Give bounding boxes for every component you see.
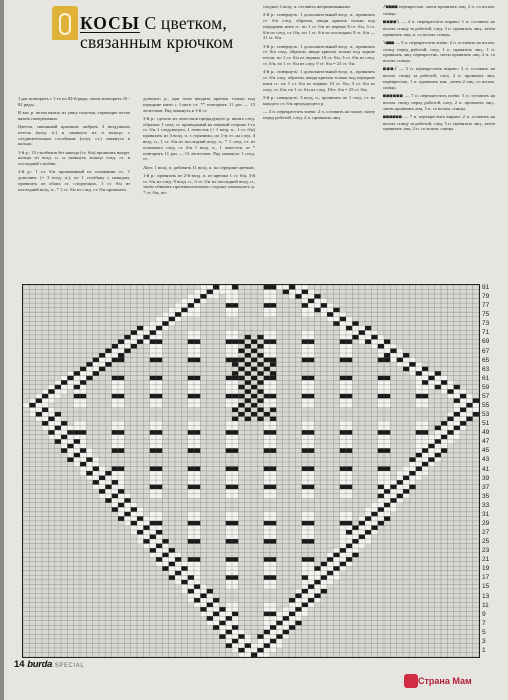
row-number: 59 [482,383,490,391]
cable-symbol-icon: ■■■■■■ [383,114,403,120]
paragraph: Цветок, связанный крючком: набрать 3 воздушных петель (возд. п.) и замкнуть их в кольцо, с соединительным столбиком (соед. ст.) замкнуть в кольцо. [18,123,130,147]
page-footer [14,659,84,670]
row-number: 67 [482,347,490,355]
row-number: 81 [482,284,490,291]
page-title [80,14,260,52]
cable-symbol-icon: \■■■ [383,40,395,46]
page-binding [0,0,4,700]
paragraph: следнее 2 возд. п. оставить непровязанными. [263,4,351,9]
knitting-chart [22,284,480,658]
row-number: 73 [482,320,490,328]
paragraph: В кат. р. петли вязать из ушку полотна, сереющие петли вязать попеременно. [18,109,130,121]
page-number: 14 [14,659,25,670]
row-number: 77 [482,302,490,310]
brand-special: SPECIAL [54,663,85,669]
chart-row-numbers [480,284,502,656]
row-number: 39 [482,474,490,482]
heart-icon [404,674,418,688]
row-number: 27 [482,529,490,536]
paragraph: 2-й р.: 1 ст. б/н провязанный из основания ст., 1 дополнит. (+ 3 возд. п.), по 1 столбику с накидом, провязать из обоих ст. следующих, 1 ст. б/н из последний возд. п., * 1 ст. б/н из след. ст. б/н провязать. [18,169,130,192]
row-number: 19 [482,565,490,573]
title-rest: С цветком, [144,13,227,33]
row-number: 69 [482,338,490,346]
title-line-2: связанным крючком [80,32,234,52]
row-number: 31 [482,510,490,518]
paragraph: 2-й р.: повернуть: 1 дополнительный возд. п., провязать ст. б/н след. образом, вводя крючок только под переднюю нить п.: по 1 ст. б/н из первых 8 ст. б/н, 3 ст. б/н из след. ст. б/н, по 1 ст. б/н из последних 8 ст. б/н — 21 ст. б/н. [263,12,375,41]
row-number: 13 [482,592,490,600]
title-word: КОСЫ [80,13,140,33]
row-number: 61 [482,374,490,382]
row-number: 65 [482,356,490,364]
row-number: 7 [482,619,486,627]
text-column-4 [383,4,495,134]
row-number: 49 [482,429,490,437]
row-number: 17 [482,574,490,582]
cable-symbol-icon: ■■■■\ [383,19,400,25]
row-number: 71 [482,329,490,337]
row-number: 35 [482,492,490,500]
paragraph: 1-й р.: провязать из 2-й возд. п. от крючка 1 ст. б/н, 3-й ст. б/н из след. 9 возд. п., 3 ст. б/н из последней возд. п., затем обвязать противоположную сторону начального р. 7 ст. б/н, по- [143,172,255,196]
row-number: 1 [482,646,486,654]
row-number: 51 [482,420,490,428]
row-number: 29 [482,519,490,527]
watermark: Страна Мам [418,676,472,686]
row-number: 25 [482,538,490,545]
row-number: 3 [482,637,486,645]
row-number: 15 [482,583,490,591]
row-number: 11 [482,601,489,609]
cable-symbol-icon: ■■■■■■ [383,93,404,99]
paragraph: — 4 п. перекрестить влево: 2 п. оставить на плане, снизу перед работой, след. 2 п. провязать лиц. [263,108,375,120]
row-number: 45 [482,447,490,455]
row-number: 23 [482,547,490,555]
row-number: 47 [482,438,490,446]
paragraph: ■■■■■■ — 7 п. перекрестить влево: 5 п. оставить на вспом. спицу перед работой, след. 2 п. провязать лиц., затем провязать лиц. 5 п. со вспом. спицы. [383,92,495,111]
brand-logo: burda [27,659,53,670]
row-number: 55 [482,402,490,409]
row-number: 41 [482,465,490,473]
paragraph: ■■■■\ — 4 п. перекрестить вправо: 1 п. оставить на вспом. спицу за работой, след. 3 п. провязать лиц., затем провязать лиц. п. со вспом. спицы. [383,18,495,37]
paragraph: ■■■■■■ — 7 п. перекрестить вправо: 2 п. оставить на вспом. спицу за работой, след. 5 п. провязать лиц., затем провязать лиц. 2 п. со вспом. спицы. [383,113,495,132]
paragraph: дующего р., при этом вводить крючок только под передние нити с 1-ного ст. ** повторить 11 раз — 15 лепестков. Ряд замкнуть в 1-й ст. [143,96,255,113]
paragraph: 1 раз повторить с 1-го по 82-й ряды, затем повторить 19 - 82 ряды. [18,96,130,107]
paragraph: ■■■/ — 5 п. перекрестить вправо: 2 п. оставить на вспом. спицу за работой, след. 2 п. провязать лиц. перекрестно, 1 п. провязать изн., затем 2 лиц. со вспом. спицы. [383,66,495,90]
row-number: 79 [482,293,490,301]
row-number: 63 [482,365,490,373]
row-number: 53 [482,411,490,418]
paragraph: Лист, 1 возд. п. добавить 11 возд. п. по середине цветков. [143,164,255,170]
text-column-3 [263,4,375,123]
paragraph: /■■■■ перекрестно, затем провязать лиц. 2 п. со вспом. спицы. [383,4,495,16]
row-number: 57 [482,392,490,400]
row-number: 37 [482,483,490,491]
paragraph: 5-й р.: повернуть: 3 возд. п., провязать по 1 соед. ст. из каждого ст. б/н предыдущего р. [263,94,375,106]
cable-symbol-icon: /■■■■ [383,5,398,10]
text-column-2 [143,96,255,198]
paragraph: \■■■ — 5 п. перекрестить влево: 2 п. оставить на вспом. спицу перед работой, след. 1 п. провязать лиц., 1 п. провязать лиц. перекрестно, затем провязать лиц. 2 п. со вспом. спицы. [383,39,495,64]
knitting-chart-grid [23,285,479,657]
paragraph: 1-й р.: 15 столбиков без накида (ст. б/н) провязать вокруг кольца из возд. п. и замкнуть кольцо соед. ст. в последний столбик. [18,149,130,167]
row-number: 33 [482,501,490,509]
text-column-1 [18,96,130,195]
section-tab-icon [52,6,78,40]
paragraph: 3-й р.: сделать из лепестков предыдущего р. вязать след. образом: 1 соед. ст. проводимый на лицевой стороне 1-го ст. б/н 1 следующего, 1 лепесток (+ 1 возд. п., 1 ст. б/н) провязать из 3 возд. п. с горячими, по 1-м ст. на след. 4 возд. п., 1 ст. б/н из последний возд. п., * 1 соед. ст. из основного след. ст. б/н 1 возд. п., 1 лепесток, от * повторить 11 раз — 13 лепестков. Ряд замкнуть 1 соед. ст. [143,115,255,162]
row-number: 75 [482,311,490,319]
row-number: 9 [482,610,486,618]
row-number: 43 [482,456,490,464]
paragraph: 3-й р.: повернуть: 1 дополнительный возд. п., провязать ст. б/н след. образом, вводя крючок только под задние петли: по 1 ст. б/н из первых 10 ст. б/н, 3 ст. б/н из след. ст. б/н, по 1 ст. б/н из след. 9 ст. б/н = 23 ст. б/н. [263,43,375,66]
cable-symbol-icon: ■■■/ [383,67,397,73]
row-number: 5 [482,628,486,636]
row-number: 21 [482,556,490,564]
paragraph: 4-й р.: повернуть: 1 дополнительный возд. п., провязать ст. б/н след. образом, вводя крючок только под передние нити п.: по 1 ст. б/н из первых 10 ст. б/н, 3 ст. б/н из след. ст. б/н, по 1 ст. б/н из след. 10ст. б/н = 25 ст. б/н. [263,69,375,92]
